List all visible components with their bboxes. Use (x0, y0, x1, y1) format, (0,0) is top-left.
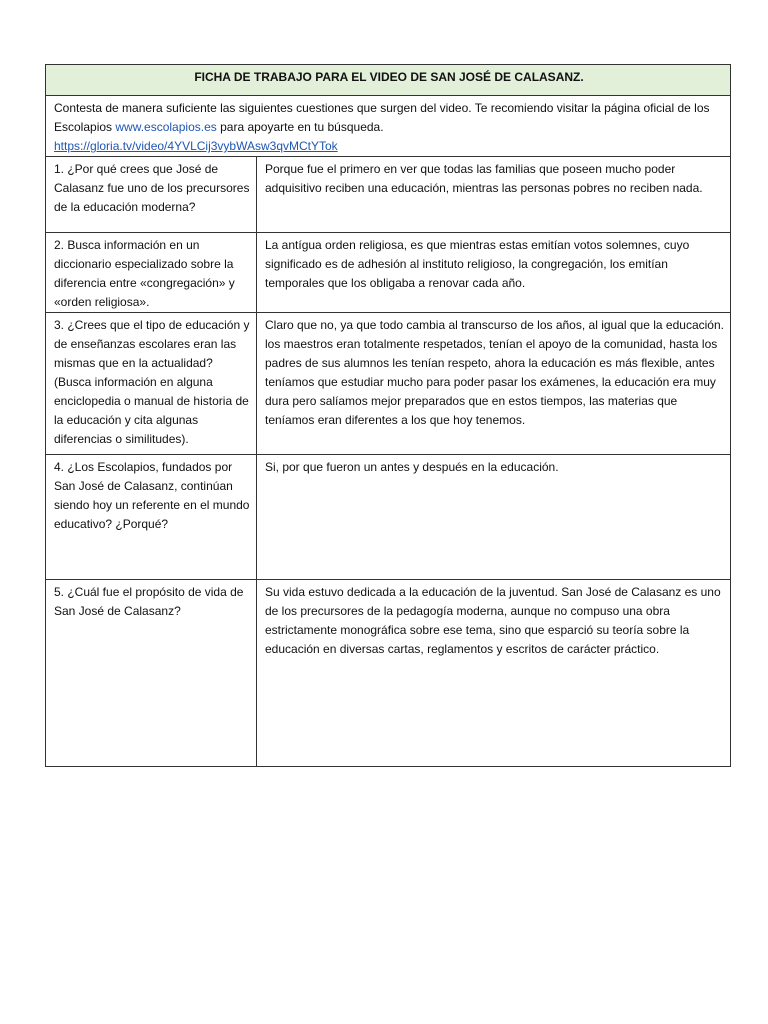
escolapios-link[interactable]: www.escolapios.es (115, 120, 217, 134)
instructions-text-end: para apoyarte en tu búsqueda. (216, 120, 384, 134)
question-row (46, 233, 731, 313)
answer-cell: Claro que no, ya que todo cambia al transcurso de los años, al igual que la educación. los maestros eran totalmente respetados, tenían el apoyo de la comunidad, hasta los padres de sus alumnos les tenían respeto, ahora la educación es más flexible, antes teníamos que estudiar mucho para poder pasar los exámenes, la educación era muy dura pero salíamos mejor preparados que en estos tiempos, las materias que teníamos eran diferentes a los que hoy tenemos. (257, 313, 731, 455)
question-cell: 1. ¿Por qué crees que José de Calasanz fue uno de los precursores de la educación moderna? (46, 157, 257, 233)
worksheet-title: FICHA DE TRABAJO PARA EL VIDEO DE SAN JOSÉ DE CALASANZ. (46, 65, 731, 96)
question-cell: 4. ¿Los Escolapios, fundados por San José de Calasanz, continúan siendo hoy un referente en el mundo educativo? ¿Porqué? (46, 455, 257, 580)
answer-cell: Si, por que fueron un antes y después en la educación. (257, 455, 731, 580)
question-cell: 3. ¿Crees que el tipo de educación y de enseñanzas escolares eran las mismas que en la actualidad? (Busca información en alguna enciclopedia o manual de historia de la educación y cita algunas diferencias o similitudes). (46, 313, 257, 455)
question-row (46, 313, 731, 455)
answer-cell: Su vida estuvo dedicada a la educación de la juventud. San José de Calasanz es uno de los precursores de la pedagogía moderna, aunque no compuso una obra estrictamente monográfica sobre ese tema, sino que esparció su teoría sobre la educación en diversas cartas, reglamentos y escritos de carácter práctico. (257, 580, 731, 767)
question-row (46, 455, 731, 580)
question-cell: 5. ¿Cuál fue el propósito de vida de San José de Calasanz? (46, 580, 257, 767)
worksheet-table (45, 64, 731, 767)
question-row (46, 580, 731, 767)
answer-cell: Porque fue el primero en ver que todas las familias que poseen mucho poder adquisitivo reciben una educación, mientras las personas pobres no reciben nada. (257, 157, 731, 233)
video-link[interactable]: https://gloria.tv/video/4YVLCij3vybWAsw3qvMCtYTok (54, 139, 338, 153)
answer-cell: La antígua orden religiosa, es que mientras estas emitían votos solemnes, cuyo significado es de adhesión al instituto religioso, la congregación, los emitían temporales que los obligaba a renovar cada año. (257, 233, 731, 313)
instructions-cell (46, 96, 731, 157)
instructions-text: Contesta de manera suficiente las siguientes cuestiones que surgen del video. Te recomiendo visitar la página oficial de los Escolapios (54, 101, 710, 134)
question-cell: 2. Busca información en un diccionario especializado sobre la diferencia entre «congregación» y «orden religiosa». (46, 233, 257, 313)
question-row (46, 157, 731, 233)
